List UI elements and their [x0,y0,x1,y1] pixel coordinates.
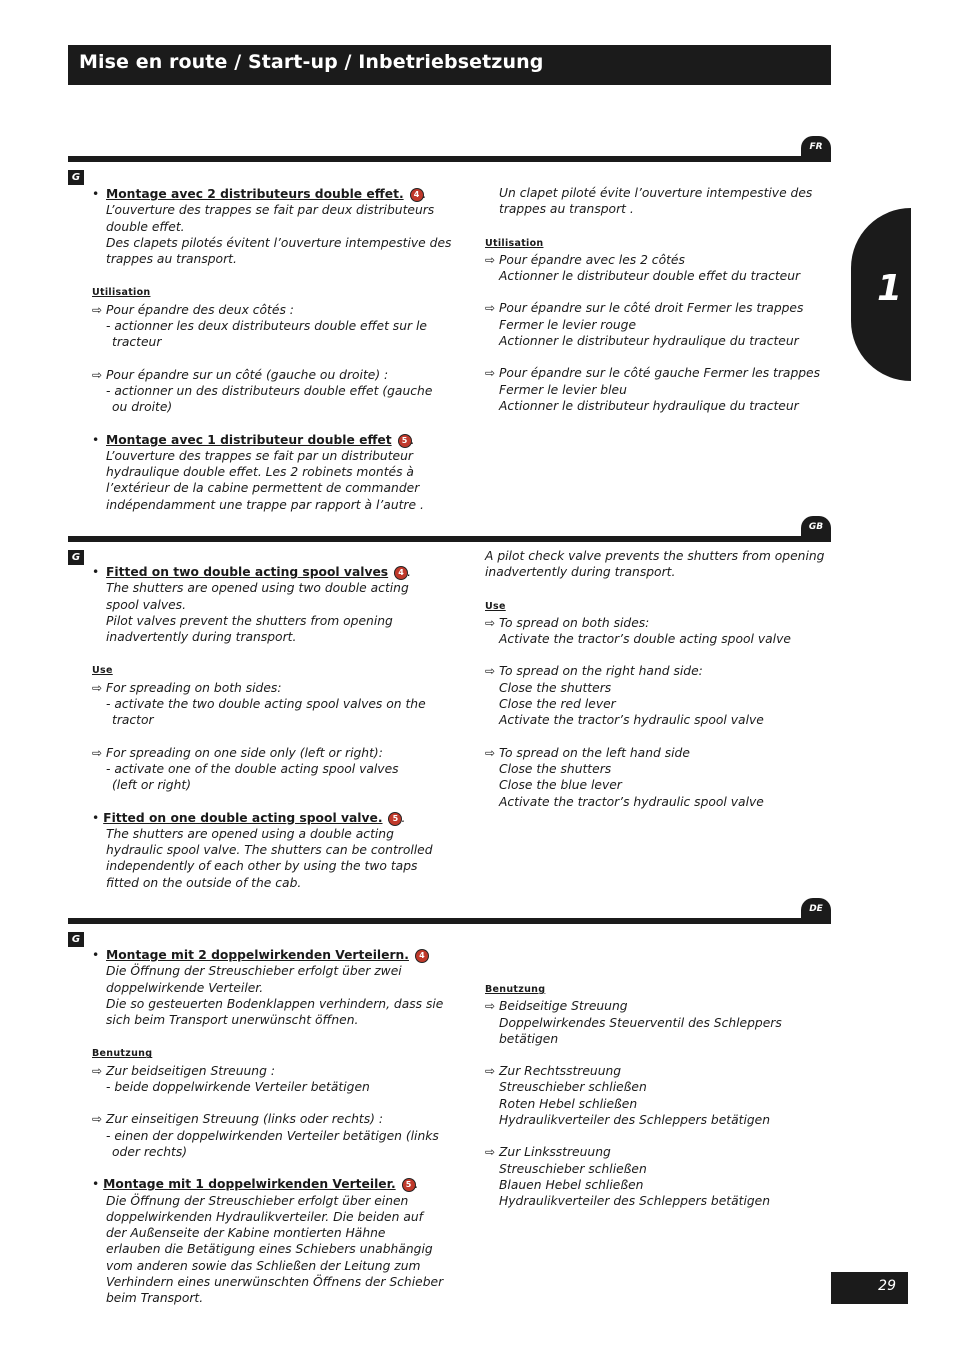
gb-heading-1-valve: Fitted on one double acting spool valve. [103,810,383,825]
fr-use-heading-right: Utilisation [485,237,544,249]
text-line: Actionner le distributeur hydraulique du tracteur [499,334,799,349]
g-marker-fr: G [68,170,84,185]
text-line: double effet. [106,219,185,234]
instruction: For spreading on one side only (left or right): [106,745,383,760]
callout-4-icon: 4 [411,189,423,201]
text-line: Die Öffnung der Streuschieber erfolgt über einen [106,1193,409,1208]
text-line: Activate the tractor’s hydraulic spool valve [499,794,764,809]
instruction: Beidseitige Streuung [499,999,628,1014]
text-line: Close the red lever [499,697,616,712]
arrow-icon: ⇨ [485,999,496,1014]
instruction: For spreading on both sides: [106,680,282,695]
text-line: The shutters are opened using a double acting [106,826,394,841]
text-line: betätigen [499,1031,559,1046]
arrow-icon: ⇨ [485,1064,496,1079]
arrow-icon: ⇨ [485,252,496,267]
text-line: Actionner le distributeur hydraulique du tracteur [499,398,799,413]
instruction: To spread on the right hand side: [499,664,703,679]
arrow-icon: ⇨ [485,664,496,679]
gb-right-column [485,548,825,810]
text-line: Die so gesteuerten Bodenklappen verhindern, dass sie [106,996,444,1011]
text-line: trappes au transport . [499,202,634,217]
arrow-icon: ⇨ [92,680,103,695]
gb-heading-2-valves: Fitted on two double acting spool valves [106,565,389,579]
arrow-icon: ⇨ [92,1112,103,1127]
text-line: A pilot check valve prevents the shutters from opening [485,549,825,563]
text-line: Un clapet piloté évite l’ouverture intempestive des [499,186,813,200]
text-line: Fermer le levier rouge [499,317,637,332]
page-title: Mise en route / Start-up / Inbetriebsetzung [79,51,544,73]
section-rule-gb [68,536,831,542]
arrow-icon: ⇨ [485,615,496,630]
text-line: tractor [112,713,154,728]
text-line: Pilot valves prevent the shutters from opening [106,613,393,628]
text-line: - einen der doppelwirkenden Verteiler betätigen (links [106,1128,439,1143]
text-line: Activate the tractor’s hydraulic spool valve [499,713,764,728]
gb-use-heading-right: Use [485,600,506,612]
text-line: oder rechts) [112,1144,188,1159]
de-heading-2-valves: Montage mit 2 doppelwirkenden Verteilern. [106,948,409,962]
callout-5-icon: 5 [399,435,411,447]
de-use-heading-right: Benutzung [485,984,546,995]
text-line: - actionner les deux distributeurs double effet sur le [106,319,427,334]
text-line: ou droite) [112,400,173,415]
text-line: (left or right) [112,778,192,793]
arrow-icon: ⇨ [485,366,496,381]
lang-badge-fr: FR [801,136,831,159]
fr-use-heading: Utilisation [92,287,151,299]
chapter-tab [851,208,911,381]
section-rule-de [68,918,831,924]
text-line: doppelwirkende Verteiler. [106,980,264,995]
text-line: - activate the two double acting spool valves on the [106,697,426,712]
text-line: doppelwirkenden Hydraulikverteiler. Die beiden auf [106,1209,423,1224]
text-line: vom anderen sowie das Schließen der Leitung zum [106,1258,421,1273]
arrow-icon: ⇨ [485,1145,496,1160]
fr-heading-2-valves: Montage avec 2 distributeurs double effet. [106,187,404,201]
text-line: indépendamment une trappe par rapport à l’autre . [106,497,424,512]
text-line: Actionner le distributeur double effet du tracteur [499,269,801,284]
text-line: hydraulique double effet. Les 2 robinets montés à [106,465,414,480]
text-line: Hydraulikverteiler des Schleppers betätigen [499,1113,771,1128]
instruction: Pour épandre sur le côté droit Fermer les trappes [499,301,804,316]
text-line: hydraulic spool valve. The shutters can be controlled [106,843,433,858]
text-line: trappes au transport. [106,252,237,267]
gb-left-column: • Fitted on two double acting spool valves 4 . The shutters are opened using two double acting spool valves. Pilot valves prevent the shutters from opening inadvertently during transport. Use ⇨ For spreading on both sides: - activate the two double acting spool valves on the tractor ⇨ For spreading on one side only (left or right): - activate one of the double acting spool valves (left or right) • Fitted on one double acting spool valve. 5 . The shutters are opened using a double acting hydraulic spool valve. The shutters can be controlled independently of each other by using the two taps fitted on the outside of the cab. [92,565,433,890]
instruction: To spread on the left hand side [499,745,690,760]
text-line: l’extérieur de la cabine permettent de commander [106,481,420,496]
text-line: Blauen Hebel schließen [499,1177,644,1192]
text-line: Streuschieber schließen [499,1161,647,1176]
instruction: Zur einseitigen Streuung (links oder rechts) : [106,1112,383,1127]
text-line: der Außenseite der Kabine montierten Hähne [106,1226,386,1241]
callout-4-icon: 4 [395,567,407,579]
text-line: inadvertently during transport. [485,565,676,580]
text-line: erlauben die Betätigung eines Schiebers unabhängig [106,1242,433,1257]
chapter-number: 1 [877,268,903,309]
text-line: tracteur [112,335,162,350]
page-header [68,45,831,85]
text-line: Close the shutters [499,680,612,695]
callout-4-icon: 4 [416,950,428,962]
text-line: fitted on the outside of the cab. [106,875,302,890]
page-number-box [831,1272,908,1304]
arrow-icon: ⇨ [485,745,496,760]
instruction: To spread on both sides: [499,615,650,630]
text-line: L’ouverture des trappes se fait par deux distributeurs [106,203,435,218]
de-left-column: • Montage mit 2 doppelwirkenden Verteilern. 4 Die Öffnung der Streuschieber erfolgt über zwei doppelwirkende Verteiler. Die so gesteuerten Bodenklappen verhindern, dass sie sich beim Transport unerwünscht öffnen. Benutzung ⇨ Zur beidseitigen Streuung : - beide doppelwirkende Verteiler betätigen ⇨ Zur einseitigen Streuung (links oder rechts) : - einen der doppelwirkenden Verteiler betätigen (links oder rechts) • Montage mit 1 doppelwirkenden Verteiler. 5 . Die Öffnung der Streuschieber erfolgt über einen doppelwirkenden Hydraulikverteiler. Die beiden auf der Außenseite der Kabine montierten Hähne erlauben die Betätigung eines Schiebers unabhängig vom anderen sowie das Schließen der Leitung zum Verhindern eines unerwünschten Öffnens der Schieber beim Transport. [92,948,444,1306]
text-line: Die Öffnung der Streuschieber erfolgt über zwei [106,964,402,979]
text-line: Close the blue lever [499,778,622,793]
instruction: Pour épandre sur un côté (gauche ou droite) : [106,367,389,382]
de-right-column [485,980,815,1210]
text-line: Doppelwirkendes Steuerventil des Schleppers [499,1015,782,1030]
lang-badge-de: DE [801,898,831,921]
section-rule-fr [68,156,831,162]
callout-5-icon: 5 [403,1179,415,1191]
arrow-icon: ⇨ [92,302,103,317]
page-number: 29 [878,1278,896,1294]
gb-use-heading: Use [92,665,113,677]
text-line: Roten Hebel schließen [499,1096,638,1111]
instruction: Pour épandre avec les 2 côtés [499,252,685,267]
text-line: - beide doppelwirkende Verteiler betätigen [106,1080,370,1095]
text-line: independently of each other by using the two taps [106,859,418,874]
arrow-icon: ⇨ [92,1063,103,1078]
instruction: Zur Rechtsstreuung [499,1064,622,1079]
g-marker-de: G [68,932,84,947]
de-heading-1-valve: Montage mit 1 doppelwirkenden Verteiler. [103,1177,396,1192]
text-line: sich beim Transport unerwünscht öffnen. [106,1013,359,1028]
instruction: Zur beidseitigen Streuung : [106,1063,275,1078]
g-marker-gb: G [68,550,84,565]
text-line: Des clapets pilotés évitent l’ouverture intempestive des [106,235,452,250]
text-line: L’ouverture des trappes se fait par un distributeur [106,448,413,463]
text-line: Close the shutters [499,761,612,776]
text-line: Streuschieber schließen [499,1080,647,1095]
arrow-icon: ⇨ [485,301,496,316]
text-line: Verhindern eines unerwünschten Öffnens der Schieber [106,1275,444,1290]
instruction: Zur Linksstreuung [499,1145,611,1160]
instruction: Pour épandre sur le côté gauche Fermer les trappes [499,366,821,381]
text-line: Fermer le levier bleu [499,382,627,397]
fr-heading-1-valve: Montage avec 1 distributeur double effet [106,432,392,447]
arrow-icon: ⇨ [92,745,103,760]
text-line: inadvertently during transport. [106,630,297,645]
text-line: - actionner un des distributeurs double effet (gauche [106,383,433,398]
fr-right-column [485,185,821,414]
text-line: Activate the tractor’s double acting spool valve [499,632,791,647]
fr-left-column: • Montage avec 2 distributeurs double effet. 4 . L’ouverture des trappes se fait par deux distributeurs double effet. Des clapets pilotés évitent l’ouverture intempestive des trappes au transport. Utilisation ⇨ Pour épandre des deux côtés : - actionner les deux distributeurs double effet sur le tracteur ⇨ Pour épandre sur un côté (gauche ou droite) : - actionner un des distributeurs double effet (gauche ou droite) • Montage avec 1 distributeur double effet 5 . L’ouverture des trappes se fait par un distributeur hydraulique double effet. Les 2 robinets montés à l’extérieur de la cabine permettent de commander indépendamment une trappe par rapport à l’autre . [92,187,452,512]
text-line: spool valves. [106,597,186,612]
text-line: Hydraulikverteiler des Schleppers betätigen [499,1194,771,1209]
text-line: The shutters are opened using two double acting [106,581,409,596]
de-use-heading: Benutzung [92,1048,153,1060]
instruction: Pour épandre des deux côtés : [106,302,294,317]
text-line: beim Transport. [106,1291,204,1306]
callout-5-icon: 5 [389,813,401,825]
text-line: - activate one of the double acting spool valves [106,761,399,776]
arrow-icon: ⇨ [92,367,103,382]
lang-badge-gb: GB [801,516,831,539]
